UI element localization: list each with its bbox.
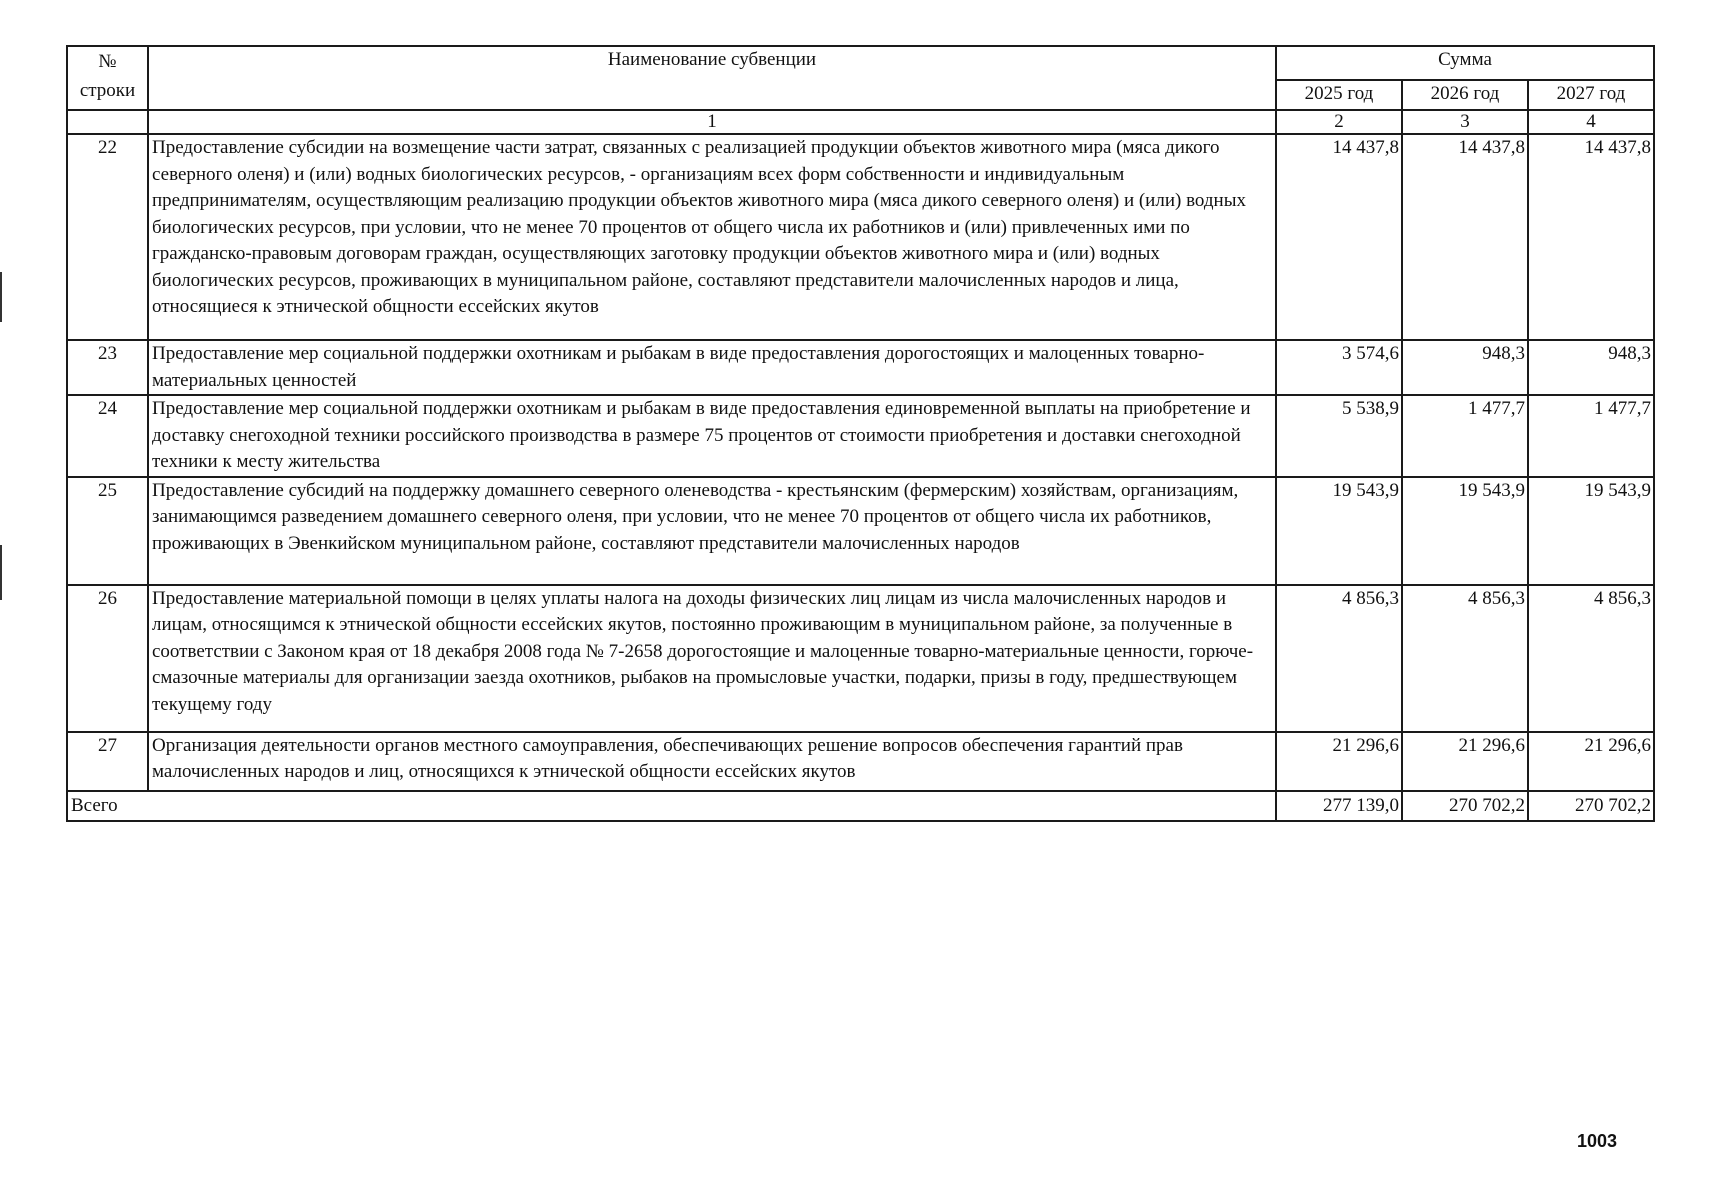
row-number: 24 [67, 395, 148, 477]
amount-2025: 3 574,6 [1276, 340, 1402, 395]
amount-2025: 21 296,6 [1276, 732, 1402, 791]
table-row [67, 134, 1654, 340]
row-number: 25 [67, 477, 148, 585]
amount-2026: 948,3 [1402, 340, 1528, 395]
total-label: Всего [67, 791, 1276, 821]
amount-2025: 14 437,8 [1276, 134, 1402, 340]
header-year-2026: 2026 год [1402, 80, 1528, 110]
scan-edge-mark [0, 272, 2, 322]
row-number: 22 [67, 134, 148, 340]
subventions-table [66, 45, 1655, 822]
header-sum: Сумма [1276, 46, 1654, 80]
subvention-name: Предоставление мер социальной поддержки охотникам и рыбакам в виде предоставления единовременной выплаты на приобретение и доставку снегоходной техники российского производства в размере 75 процентов от стоимости приобретения и доставки снегоходной техники к месту жительства [148, 395, 1276, 477]
header-subvention-name: Наименование субвенции [148, 46, 1276, 110]
amount-2027: 1 477,7 [1528, 395, 1654, 477]
subvention-name: Предоставление субсидии на возмещение части затрат, связанных с реализацией продукции объектов животного мира (мяса дикого северного оленя) и (или) водных биологических ресурсов, - организациям всех форм собственности и индивидуальным предпринимателям, осуществляющим реализацию продукции объектов животного мира (мяса дикого северного оленя) и (или) водных биологических ресурсов, при условии, что не менее 70 процентов от общего числа их работников и (или) привлеченных ими по гражданско-правовым договорам граждан, осуществляющих заготовку продукции объектов животного мира и (или) водных биологических ресурсов, проживающих в муниципальном районе, составляют представители малочисленных народов и лица, относящиеся к этнической общности ессейских якутов [148, 134, 1276, 340]
subvention-name: Предоставление материальной помощи в целях уплаты налога на доходы физических лиц лицам из числа малочисленных народов и лицам, относящимся к этнической общности ессейских якутов, постоянно проживающим в муниципальном районе, за полученные в соответствии с Законом края от 18 декабря 2008 года № 7-2658 дорогостоящие и малоценные товарно-материальные ценности, горюче-смазочные материалы для организации заезда охотников, рыбаков на промысловые участки, подарки, призы в году, предшествующем текущему году [148, 585, 1276, 732]
amount-2027: 948,3 [1528, 340, 1654, 395]
amount-2026: 1 477,7 [1402, 395, 1528, 477]
amount-2027: 4 856,3 [1528, 585, 1654, 732]
total-2025: 277 139,0 [1276, 791, 1402, 821]
table-row [67, 585, 1654, 732]
amount-2026: 21 296,6 [1402, 732, 1528, 791]
header-year-2025: 2025 год [1276, 80, 1402, 110]
amount-2027: 21 296,6 [1528, 732, 1654, 791]
amount-2027: 14 437,8 [1528, 134, 1654, 340]
subvention-name: Предоставление субсидий на поддержку домашнего северного оленеводства - крестьянским (фермерским) хозяйствам, организациям, занимающимся разведением домашнего северного оленя, при условии, что не менее 70 процентов от общего числа их работников, проживающих в Эвенкийском муниципальном районе, составляют представители малочисленных народов [148, 477, 1276, 585]
page-number: 1003 [1577, 1131, 1618, 1151]
amount-2025: 4 856,3 [1276, 585, 1402, 732]
header-year-2027: 2027 год [1528, 80, 1654, 110]
amount-2025: 5 538,9 [1276, 395, 1402, 477]
amount-2026: 14 437,8 [1402, 134, 1528, 340]
total-2027: 270 702,2 [1528, 791, 1654, 821]
table-row [67, 732, 1654, 791]
amount-2027: 19 543,9 [1528, 477, 1654, 585]
total-2026: 270 702,2 [1402, 791, 1528, 821]
column-number: 2 [1276, 110, 1402, 134]
row-number: 23 [67, 340, 148, 395]
header-row-number: № строки [67, 46, 148, 110]
column-number: 3 [1402, 110, 1528, 134]
scan-edge-mark [0, 545, 2, 600]
row-number: 26 [67, 585, 148, 732]
column-numbers-row [67, 110, 1654, 134]
amount-2025: 19 543,9 [1276, 477, 1402, 585]
table-row [67, 340, 1654, 395]
table-row [67, 395, 1654, 477]
column-number: 1 [148, 110, 1276, 134]
table-row [67, 477, 1654, 585]
row-number: 27 [67, 732, 148, 791]
amount-2026: 19 543,9 [1402, 477, 1528, 585]
subvention-name: Предоставление мер социальной поддержки охотникам и рыбакам в виде предоставления дорогостоящих и малоценных товарно-материальных ценностей [148, 340, 1276, 395]
header-row [67, 46, 1654, 80]
column-number [67, 110, 148, 134]
subvention-name: Организация деятельности органов местного самоуправления, обеспечивающих решение вопросов обеспечения гарантий прав малочисленных народов и лиц, относящихся к этнической общности ессейских якутов [148, 732, 1276, 791]
total-row [67, 791, 1654, 821]
amount-2026: 4 856,3 [1402, 585, 1528, 732]
column-number: 4 [1528, 110, 1654, 134]
